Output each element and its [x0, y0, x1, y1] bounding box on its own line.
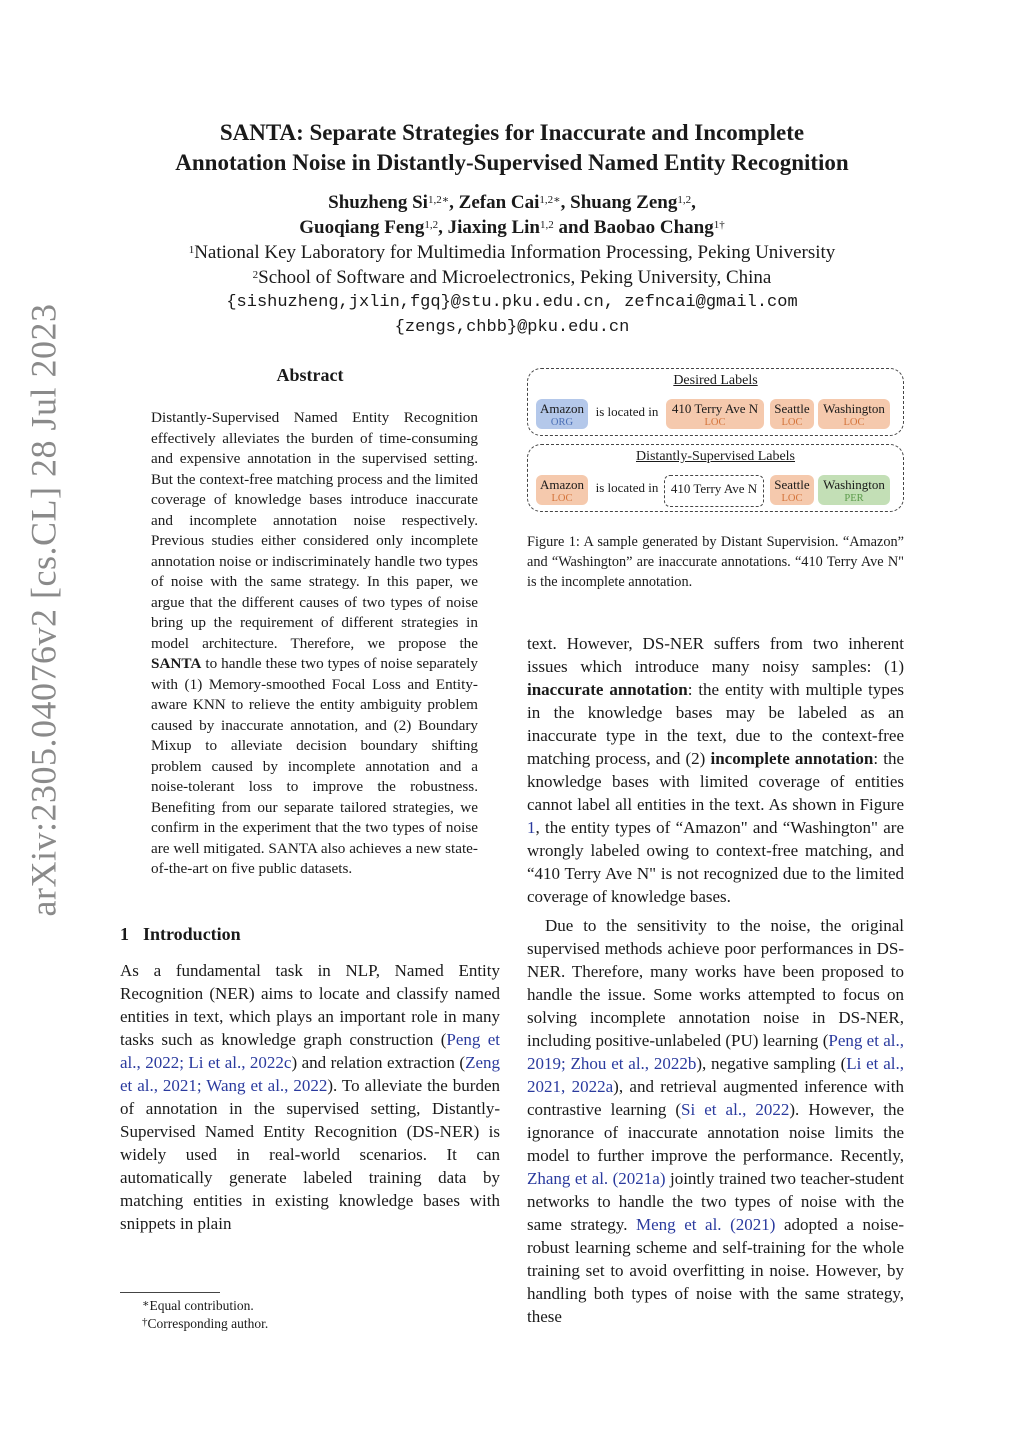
token-washington: Washington PER [818, 475, 890, 505]
citation-link[interactable]: Peng et al., 2022; Li et al., 2022c [120, 1029, 500, 1072]
citation-link[interactable]: Zhang et al. (2021a) [527, 1169, 666, 1188]
email-link[interactable]: {sishuzheng,jxlin,fgq}@stu.pku.edu.cn [226, 293, 604, 312]
token-amazon: Amazon LOC [536, 475, 588, 505]
abstract-heading: Abstract [276, 365, 344, 385]
footnote-2: †Corresponding author. [142, 1316, 269, 1331]
title-line-1: SANTA: Separate Strategies for Inaccurate and Incomplete [219, 120, 805, 145]
left-column [120, 365, 500, 1235]
token-is-located-in: is located in [595, 480, 659, 495]
author-list-line-2: Guoqiang Feng$^{1,2}$, Jiaxing Lin$^{1,2}$ and Baobao Chang$^{1\dagger}$ [299, 217, 725, 238]
footnote-1: ∗Equal contribution. [142, 1298, 254, 1313]
affiliation-1: $^1$National Key Laboratory for Multimedia Information Processing, Peking University [188, 242, 836, 263]
figure-ref-link[interactable]: 1 [527, 818, 536, 837]
author-list-line-1: Shuzheng $Si^{1,2∗}$, Zefan Cai$^{1,2∗}$, Shuang Zeng$^{1,2}$, [328, 192, 696, 213]
distant-labels-box [527, 444, 904, 512]
arxiv-sidebar [8, 150, 78, 1070]
author-name: Shuzheng Si [328, 192, 428, 213]
citation-link[interactable]: Si et al., 2022 [681, 1100, 790, 1119]
author-name: Shuang Zeng [570, 192, 678, 213]
desired-labels-heading: Desired Labels [673, 373, 758, 388]
token-seattle: Seattle LOC [770, 475, 814, 505]
right-paragraph-2: Due to the sensitivity to the noise, the original supervised methods achieve poor performances in DS-NER. Therefore, many works have been proposed to handle the issue. Some works attempted to focus on solving incomplete annotation noise in DS-NER, including positive-unlabeled (PU) learning (Peng et al., 2019; Zhou et al., 2022b), negative sampling (Li et al., 2021, 2022a), and retrieval augmented inference with contrastive learning (Si et al., 2022). However, the ignorance of inaccurate annotation noise limits the model to further improve the performance. Recently, Zhang et al. (2021a) jointly trained two teacher-student networks to handle the two types of noise with the same strategy. Meng et al. (2021) adopted a noise-robust learning scheme and self-training for the whole training set to avoid overfitting in noise. However, by handling both types of noise with the same strategy, these [527, 916, 905, 1326]
paper-title [100, 118, 924, 178]
email-line-2 [100, 315, 924, 340]
token-is-located-in: is located in [595, 404, 659, 419]
distant-labels-heading: Distantly-Supervised Labels [635, 449, 796, 464]
citation-link[interactable]: Zeng et al., 2021; Wang et al., 2022 [120, 1052, 500, 1095]
token-seattle: Seattle LOC [770, 399, 814, 429]
right-paragraph-1: text. However, DS-NER suffers from two inherent issues which introduce many noisy samples: (1) inaccurate annotation: the entity with multiple types in the knowledge bases may be labeled as an inaccurate type in the text, due to the context-free matching process, and (2) incomplete annotation: the knowledge bases with limited coverage of entities cannot label all entities in the text. As shown in Figure 1, the entity types of “Amazon" and “Washington" are wrongly labeled owing to context-free matching, and “410 Terry Ave N" is not recognized due to the limited coverage of knowledge bases. [527, 634, 904, 906]
footnotes [120, 1292, 500, 1333]
token-amazon: Amazon ORG [536, 399, 588, 429]
email-link[interactable]: {zengs,chbb}@pku.edu.cn [394, 318, 630, 337]
footnote-rule [120, 1292, 220, 1293]
right-column [527, 632, 904, 1328]
token-washington: Washington LOC [818, 399, 890, 429]
email-link[interactable]: zefncai@gmail.com [624, 293, 798, 312]
author-name: Zefan Cai [458, 192, 540, 213]
token-address: 410 Terry Ave N LOC [666, 399, 764, 429]
affiliation-2: $^2$School of Software and Microelectronics, Peking University, China [252, 267, 772, 288]
token-address-unlabeled: 410 Terry Ave N [664, 475, 764, 507]
section-heading-introduction: 1 Introduction [120, 923, 241, 944]
author-name: Baobao Chang [593, 217, 714, 238]
author-name: Guoqiang Feng [299, 217, 425, 238]
author-name: Jiaxing Lin [447, 217, 541, 238]
title-line-2: Annotation Noise in Distantly-Supervised Named Entity Recognition [175, 150, 849, 175]
arxiv-id: arXiv:2305.04076v2 [cs.CL] 28 Jul 2023 [23, 303, 64, 917]
intro-paragraph-1: As a fundamental task in NLP, Named Entity Recognition (NER) aims to locate and classify named entities in text, which plays an important role in many tasks such as knowledge graph construction (Peng et al., 2022; Li et al., 2022c) and relation extraction (Zeng et al., 2021; Wang et al., 2022). To alleviate the burden of annotation in the supervised setting, Distantly-Supervised Named Entity Recognition (DS-NER) is widely used in real-world scenarios. It can automatically generate labeled training data by matching entities in existing knowledge bases with snippets in plain [120, 960, 500, 1233]
figure-1 [527, 368, 904, 606]
citation-link[interactable]: Peng et al., 2019; Zhou et al., 2022b [527, 1031, 904, 1073]
email-line-1: {sishuzheng,jxlin,fgq}@stu.pku.edu.cn, zefncai@gmail.com [226, 293, 798, 312]
citation-link[interactable]: Meng et al. (2021) [636, 1215, 776, 1234]
abstract-body: Distantly-Supervised Named Entity Recognition effectively alleviates the burden of time-consuming and expensive annotation in the supervised setting. But the context-free matching process and the limited coverage of knowledge bases introduce inaccurate and incomplete annotation noise respectively. Previous studies either considered only incomplete annotation noise or indiscriminately handle two types of noise with the same strategy. In this paper, we argue that the different causes of two types of noise bring up the requirement of different strategies in model architecture. Therefore, we propose the SANTA to handle these two types of noise separately with (1) Memory-smoothed Focal Loss and Entity-aware KNN to relieve the entity ambiguity problem caused by inaccurate annotation, and (2) Boundary Mixup to alleviate decision boundary shifting problem caused by incomplete annotation and a noise-tolerant loss to improve the robustness. Benefiting from our separate tailored strategies, we confirm in the experiment that the two types of noise are well mitigated. SANTA also achieves a new state-of-the-art on five public datasets. [151, 409, 478, 877]
figure-caption: Figure 1: A sample generated by Distant Supervision. “Amazon” and “Washington” are inaccurate annotations. “410 Terry Ave N" is the incomplete annotation. [527, 534, 904, 590]
author-block [100, 190, 924, 340]
desired-labels-box [527, 368, 904, 436]
citation-link[interactable]: Li et al., 2021, 2022a [527, 1054, 904, 1096]
